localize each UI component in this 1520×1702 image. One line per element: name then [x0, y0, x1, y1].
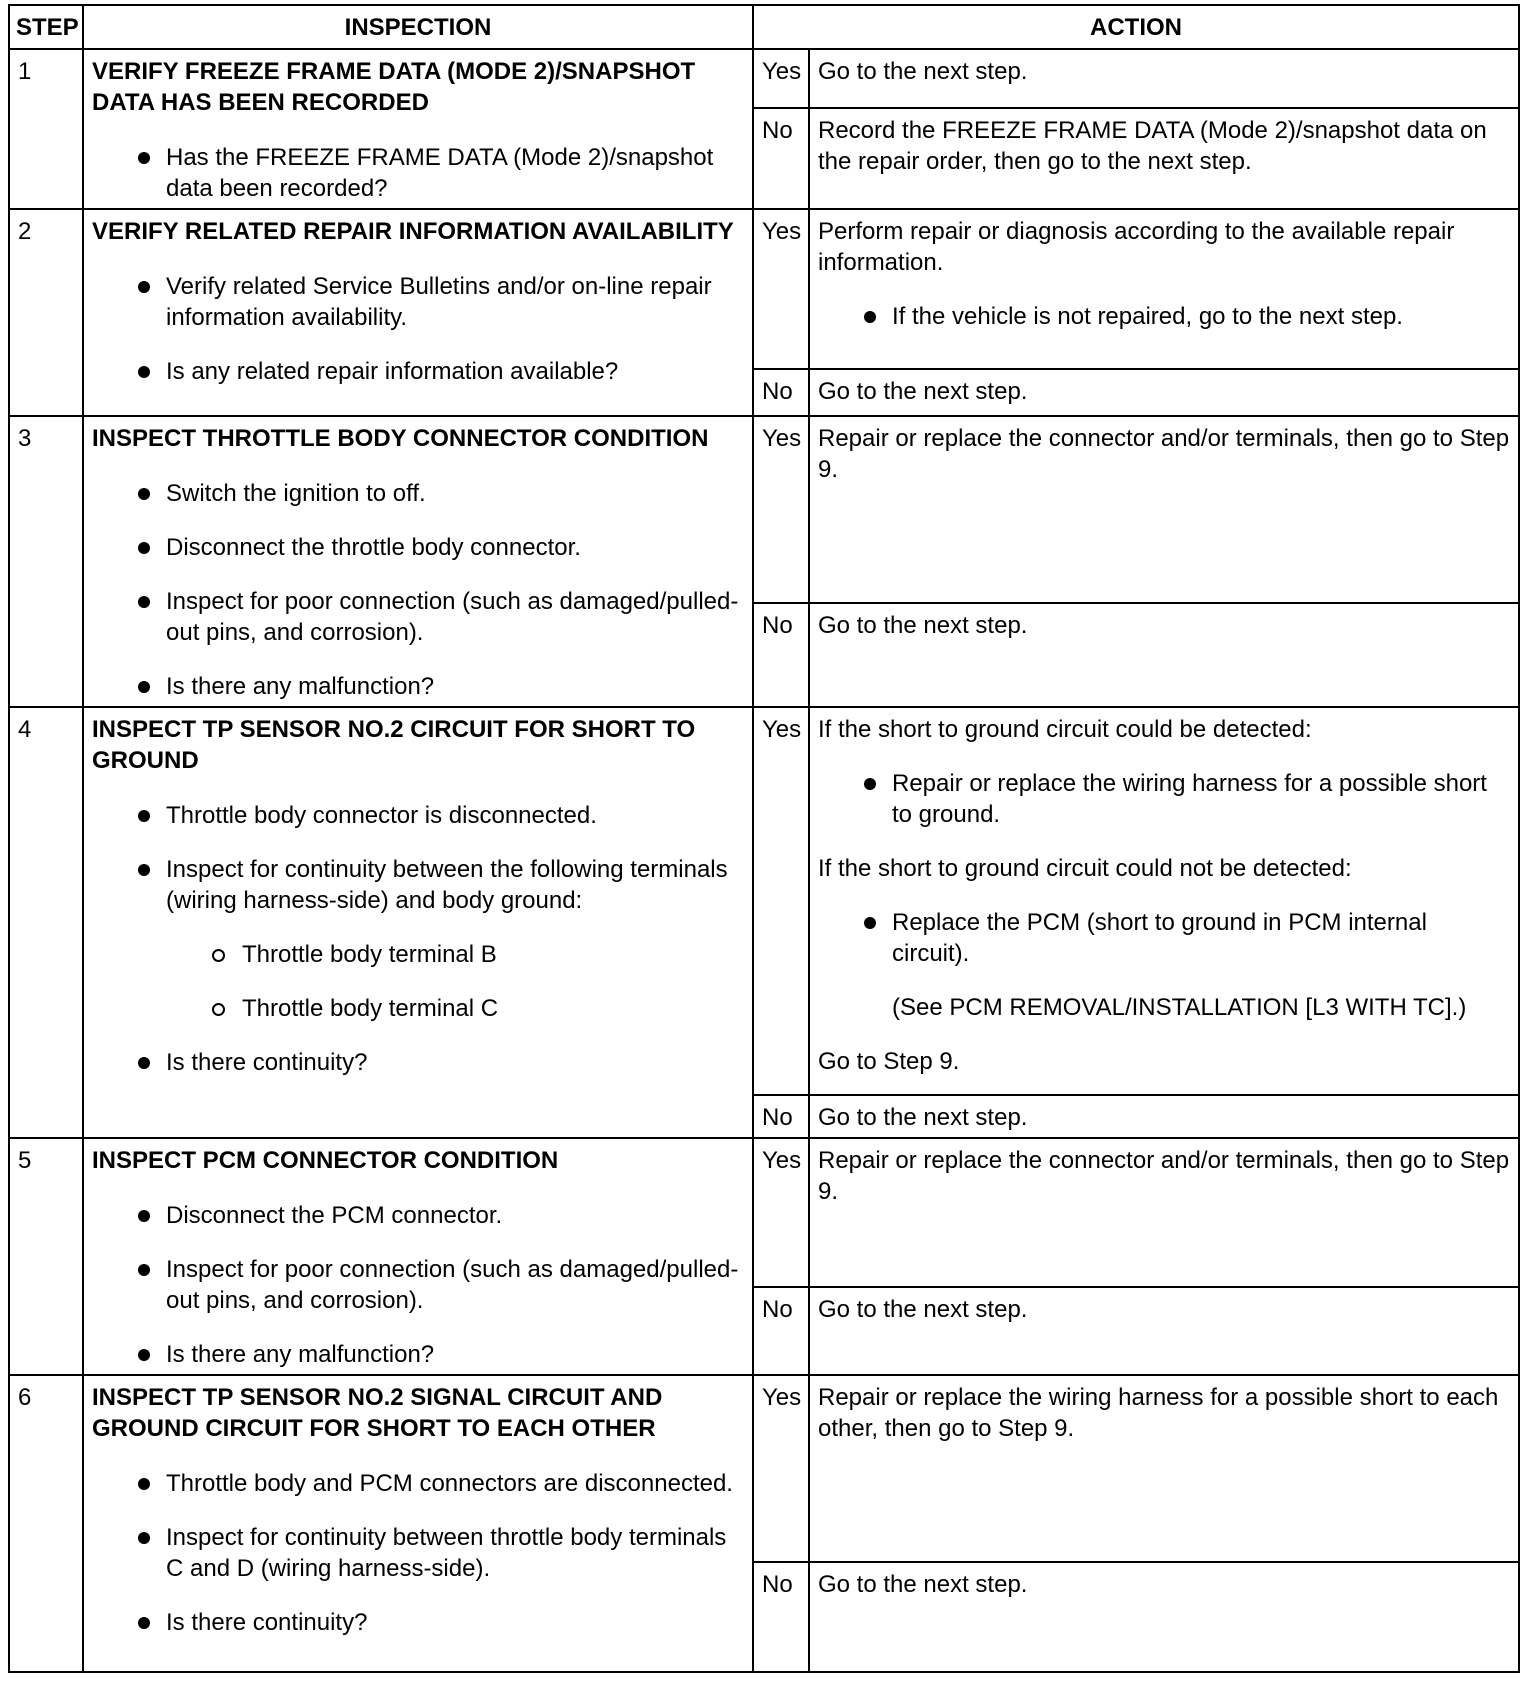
step-2-title: VERIFY RELATED REPAIR INFORMATION AVAILABILITY: [92, 218, 734, 245]
step-6-no-label: No: [753, 1562, 809, 1672]
step-5-yes-label: Yes: [753, 1138, 809, 1287]
step-5-no-action: Go to the next step.: [809, 1287, 1519, 1375]
step-5-yes-action: Repair or replace the connector and/or terminals, then go to Step 9.: [809, 1138, 1519, 1287]
step-3-no-label: No: [753, 603, 809, 707]
step-1-bullet-1: Has the FREEZE FRAME DATA (Mode 2)/snapshot data been recorded?: [92, 142, 744, 204]
step-4-yes-bullet-1: Repair or replace the wiring harness for a possible short to ground.: [818, 768, 1510, 830]
step-6-yes-row: [9, 1375, 1519, 1562]
step-5-number: 5: [9, 1138, 83, 1375]
step-5-inspection: [83, 1138, 753, 1375]
step-4-yes-line-1: If the short to ground circuit could be detected:: [818, 716, 1312, 743]
inspection-column-header: INSPECTION: [83, 5, 753, 49]
header-row: [9, 5, 1519, 49]
step-4-yes-bullet-2: Replace the PCM (short to ground in PCM internal circuit).: [818, 907, 1510, 969]
step-5-title: INSPECT PCM CONNECTOR CONDITION: [92, 1147, 559, 1174]
step-6-no-action: Go to the next step.: [809, 1562, 1519, 1672]
step-4-no-action: Go to the next step.: [809, 1095, 1519, 1138]
step-2-number: 2: [9, 209, 83, 416]
step-4-yes-line-2: If the short to ground circuit could not be detected:: [818, 855, 1352, 882]
step-3-number: 3: [9, 416, 83, 707]
step-4-number: 4: [9, 707, 83, 1138]
diagnostic-procedure-document: [8, 4, 1518, 1673]
step-3-inspection: [83, 416, 753, 707]
step-4-sub-bullet-2: Throttle body terminal C: [92, 993, 744, 1024]
step-1-title: VERIFY FREEZE FRAME DATA (MODE 2)/SNAPSHOT DATA HAS BEEN RECORDED: [92, 58, 696, 116]
step-5-no-label: No: [753, 1287, 809, 1375]
step-5-bullet-1: Disconnect the PCM connector.: [92, 1200, 744, 1231]
step-4-yes-row: [9, 707, 1519, 1095]
step-2-inspection: [83, 209, 753, 416]
diagnostic-procedure-table: [8, 4, 1520, 1673]
step-4-bullet-3: Is there continuity?: [92, 1047, 744, 1078]
step-3-bullet-2: Disconnect the throttle body connector.: [92, 532, 744, 563]
step-1-yes-action: Go to the next step.: [809, 49, 1519, 108]
step-6-bullet-1: Throttle body and PCM connectors are disconnected.: [92, 1468, 744, 1499]
step-4-no-label: No: [753, 1095, 809, 1138]
step-5-bullet-3: Is there any malfunction?: [92, 1339, 744, 1370]
step-4-inspection: [83, 707, 753, 1138]
step-1-number: 1: [9, 49, 83, 209]
step-2-yes-text: Perform repair or diagnosis according to the available repair information.: [818, 218, 1455, 276]
step-3-bullet-4: Is there any malfunction?: [92, 671, 744, 702]
step-1-no-label: No: [753, 108, 809, 209]
step-2-bullet-2: Is any related repair information available?: [92, 356, 744, 387]
step-2-no-action: Go to the next step.: [809, 369, 1519, 416]
step-6-yes-action: Repair or replace the wiring harness for a possible short to each other, then go to Step 9.: [809, 1375, 1519, 1562]
step-4-bullet-1: Throttle body connector is disconnected.: [92, 800, 744, 831]
step-1-yes-label: Yes: [753, 49, 809, 108]
step-3-bullet-1: Switch the ignition to off.: [92, 478, 744, 509]
step-6-title: INSPECT TP SENSOR NO.2 SIGNAL CIRCUIT AND GROUND CIRCUIT FOR SHORT TO EACH OTHER: [92, 1384, 663, 1442]
step-3-yes-action: Repair or replace the connector and/or terminals, then go to Step 9.: [809, 416, 1519, 603]
step-6-inspection: [83, 1375, 753, 1672]
step-4-yes-label: Yes: [753, 707, 809, 1095]
step-4-sub-bullet-1: Throttle body terminal B: [92, 939, 744, 970]
step-2-bullet-1: Verify related Service Bulletins and/or on-line repair information availability.: [92, 271, 744, 333]
step-4-title: INSPECT TP SENSOR NO.2 CIRCUIT FOR SHORT TO GROUND: [92, 716, 696, 774]
step-1-yes-row: [9, 49, 1519, 108]
step-4-yes-line-3: Go to Step 9.: [818, 1048, 960, 1075]
step-3-yes-label: Yes: [753, 416, 809, 603]
step-1-inspection: [83, 49, 753, 209]
step-1-no-action: Record the FREEZE FRAME DATA (Mode 2)/snapshot data on the repair order, then go to the next step.: [809, 108, 1519, 209]
step-6-number: 6: [9, 1375, 83, 1672]
step-2-no-label: No: [753, 369, 809, 416]
step-4-bullet-2-text: Inspect for continuity between the following terminals (wiring harness-side) and body ground:: [166, 856, 728, 914]
step-4-yes-action: [809, 707, 1519, 1095]
step-2-yes-row: [9, 209, 1519, 369]
step-5-yes-row: [9, 1138, 1519, 1287]
step-3-yes-row: [9, 416, 1519, 603]
step-5-bullet-2: Inspect for poor connection (such as damaged/pulled-out pins, and corrosion).: [92, 1254, 744, 1316]
step-6-yes-label: Yes: [753, 1375, 809, 1562]
step-column-header: STEP: [9, 5, 83, 49]
step-2-yes-action: [809, 209, 1519, 369]
step-3-title: INSPECT THROTTLE BODY CONNECTOR CONDITION: [92, 425, 709, 452]
action-column-header: ACTION: [753, 5, 1519, 49]
step-4-yes-reference: (See PCM REMOVAL/INSTALLATION [L3 WITH TC].): [892, 994, 1467, 1021]
step-4-bullet-2: [92, 854, 744, 1024]
step-6-bullet-3: Is there continuity?: [92, 1607, 744, 1638]
step-2-yes-bullet: If the vehicle is not repaired, go to the next step.: [818, 301, 1510, 332]
step-3-no-action: Go to the next step.: [809, 603, 1519, 707]
step-6-bullet-2: Inspect for continuity between throttle body terminals C and D (wiring harness-side).: [92, 1522, 744, 1584]
step-3-bullet-3: Inspect for poor connection (such as damaged/pulled-out pins, and corrosion).: [92, 586, 744, 648]
step-2-yes-label: Yes: [753, 209, 809, 369]
